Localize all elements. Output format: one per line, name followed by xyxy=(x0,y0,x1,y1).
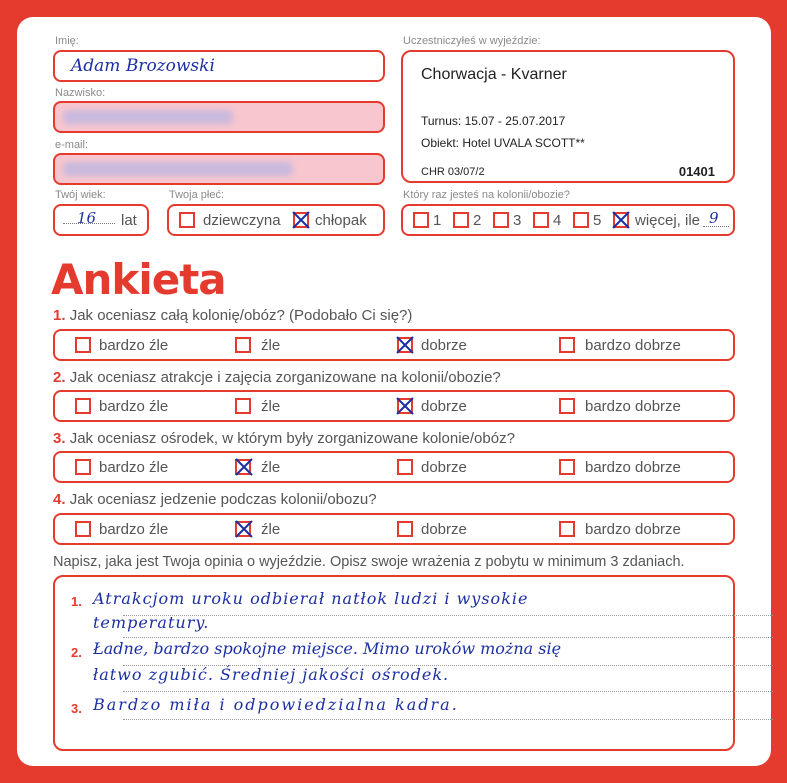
q1-option-good: dobrze xyxy=(421,337,467,354)
question-4-options xyxy=(53,513,735,545)
q4-checkbox-good[interactable] xyxy=(397,521,413,537)
first-name-value: Adam Brozowski xyxy=(71,56,215,76)
times-checkbox-1[interactable] xyxy=(413,212,429,228)
last-name-redacted xyxy=(63,110,233,124)
times-checkbox-2[interactable] xyxy=(453,212,469,228)
gender-option-boy: chłopak xyxy=(315,212,367,229)
q4-option-very-bad: bardzo źle xyxy=(99,521,169,538)
question-1-options xyxy=(53,329,735,361)
q2-checkbox-very-bad[interactable] xyxy=(75,398,91,414)
times-option-1: 1 xyxy=(433,212,442,229)
age-unit: lat xyxy=(121,212,137,229)
opinion-line-5 xyxy=(123,719,773,720)
answer-1-line-2: temperatury. xyxy=(93,613,210,632)
q3-bad-cross-mark xyxy=(233,456,255,478)
times-more-value: 9 xyxy=(709,209,719,227)
gender-option-girl: dziewczyna xyxy=(203,212,281,229)
q2-option-good: dobrze xyxy=(421,398,467,415)
opinion-line-4 xyxy=(123,691,773,692)
question-4 xyxy=(53,491,377,508)
first-name-field[interactable] xyxy=(53,50,385,82)
times-option-4: 4 xyxy=(553,212,562,229)
trip-code: CHR 03/07/2 xyxy=(421,166,485,178)
gender-label: Twoja płeć: xyxy=(169,189,225,201)
q1-checkbox-very-bad[interactable] xyxy=(75,337,91,353)
gender-checkbox-girl[interactable] xyxy=(179,212,195,228)
trip-number: 01401 xyxy=(678,164,715,179)
first-name-label: Imię: xyxy=(55,35,79,47)
q1-option-very-good: bardzo dobrze xyxy=(585,337,681,354)
question-4-number: 4. xyxy=(53,491,66,508)
question-4-text: Jak oceniasz jedzenie podczas kolonii/obozu? xyxy=(69,491,377,508)
q4-checkbox-very-bad[interactable] xyxy=(75,521,91,537)
q1-good-cross-mark xyxy=(394,334,416,356)
question-3-number: 3. xyxy=(53,430,66,447)
trip-obiekt: Obiekt: Hotel UVALA SCOTT** xyxy=(421,136,585,150)
last-name-field[interactable] xyxy=(53,101,385,133)
q3-option-very-bad: bardzo źle xyxy=(99,459,169,476)
q3-option-very-good: bardzo dobrze xyxy=(585,459,681,476)
times-option-2: 2 xyxy=(473,212,482,229)
q4-option-very-good: bardzo dobrze xyxy=(585,521,681,538)
trip-label: Uczestniczyłeś w wyjeździe: xyxy=(403,35,541,47)
times-option-more: więcej, ile xyxy=(635,212,701,229)
q2-checkbox-bad[interactable] xyxy=(235,398,251,414)
opinion-line-2 xyxy=(123,637,773,638)
q3-checkbox-very-good[interactable] xyxy=(559,459,575,475)
question-2-options xyxy=(53,390,735,422)
question-2-text: Jak oceniasz atrakcje i zajęcia zorganizowane na kolonii/obozie? xyxy=(69,369,501,386)
trip-info-box xyxy=(401,50,735,183)
answer-2-number: 2. xyxy=(71,645,82,660)
email-redacted xyxy=(63,162,293,176)
answer-1-number: 1. xyxy=(71,594,82,609)
times-field xyxy=(401,204,735,236)
answer-2-line-1: Ładne, bardzo spokojne miejsce. Mimo uroków można się xyxy=(93,639,562,658)
opinion-box[interactable] xyxy=(53,575,735,751)
last-name-label: Nazwisko: xyxy=(55,87,106,99)
q1-checkbox-bad[interactable] xyxy=(235,337,251,353)
survey-title: Ankieta xyxy=(51,255,226,304)
age-value: 16 xyxy=(77,209,97,227)
q2-option-very-good: bardzo dobrze xyxy=(585,398,681,415)
trip-turnus: Turnus: 15.07 - 25.07.2017 xyxy=(421,114,566,128)
question-2-number: 2. xyxy=(53,369,66,386)
question-3-options xyxy=(53,451,735,483)
q3-option-good: dobrze xyxy=(421,459,467,476)
gender-boy-cross-mark xyxy=(290,209,312,231)
trip-destination: Chorwacja - Kvarner xyxy=(421,66,567,83)
question-3 xyxy=(53,430,515,447)
opinion-prompt: Napisz, jaka jest Twoja opinia o wyjeździe. Opisz swoje wrażenia z pobytu w minimum 3 zdaniach. xyxy=(53,554,685,570)
q4-option-good: dobrze xyxy=(421,521,467,538)
q4-bad-cross-mark xyxy=(233,518,255,540)
q3-checkbox-good[interactable] xyxy=(397,459,413,475)
times-checkbox-3[interactable] xyxy=(493,212,509,228)
question-1-text: Jak oceniasz całą kolonię/obóz? (Podobało Ci się?) xyxy=(69,307,413,324)
q1-option-very-bad: bardzo źle xyxy=(99,337,169,354)
answer-1-line-1: Atrakcjom uroku odbierał natłok ludzi i wysokie xyxy=(93,589,529,608)
opinion-line-1 xyxy=(123,615,773,616)
age-field[interactable] xyxy=(53,204,149,236)
email-label: e-mail: xyxy=(55,139,89,151)
times-label: Który raz jesteś na kolonii/obozie? xyxy=(403,189,570,201)
q3-option-bad: źle xyxy=(261,459,281,476)
q4-checkbox-very-good[interactable] xyxy=(559,521,575,537)
times-checkbox-5[interactable] xyxy=(573,212,589,228)
times-option-3: 3 xyxy=(513,212,522,229)
q2-good-cross-mark xyxy=(394,395,416,417)
question-1-number: 1. xyxy=(53,307,66,324)
q2-checkbox-very-good[interactable] xyxy=(559,398,575,414)
question-1 xyxy=(53,307,412,324)
answer-3-number: 3. xyxy=(71,701,82,716)
q2-option-bad: źle xyxy=(261,398,281,415)
q4-option-bad: źle xyxy=(261,521,281,538)
question-2 xyxy=(53,369,501,386)
gender-field xyxy=(167,204,385,236)
times-more-cross-mark xyxy=(610,209,632,231)
times-checkbox-4[interactable] xyxy=(533,212,549,228)
answer-2-line-2: łatwo zgubić. Średniej jakości ośrodek. xyxy=(93,665,450,684)
age-label: Twój wiek: xyxy=(55,189,106,201)
q2-option-very-bad: bardzo źle xyxy=(99,398,169,415)
survey-sheet xyxy=(17,17,771,766)
email-field[interactable] xyxy=(53,153,385,185)
q1-option-bad: źle xyxy=(261,337,281,354)
times-option-5: 5 xyxy=(593,212,602,229)
answer-3-line-1: Bardzo miła i odpowiedzialna kadra. xyxy=(93,695,459,714)
question-3-text: Jak oceniasz ośrodek, w którym były zorganizowane kolonie/obóz? xyxy=(69,430,515,447)
q3-checkbox-very-bad[interactable] xyxy=(75,459,91,475)
q1-checkbox-very-good[interactable] xyxy=(559,337,575,353)
